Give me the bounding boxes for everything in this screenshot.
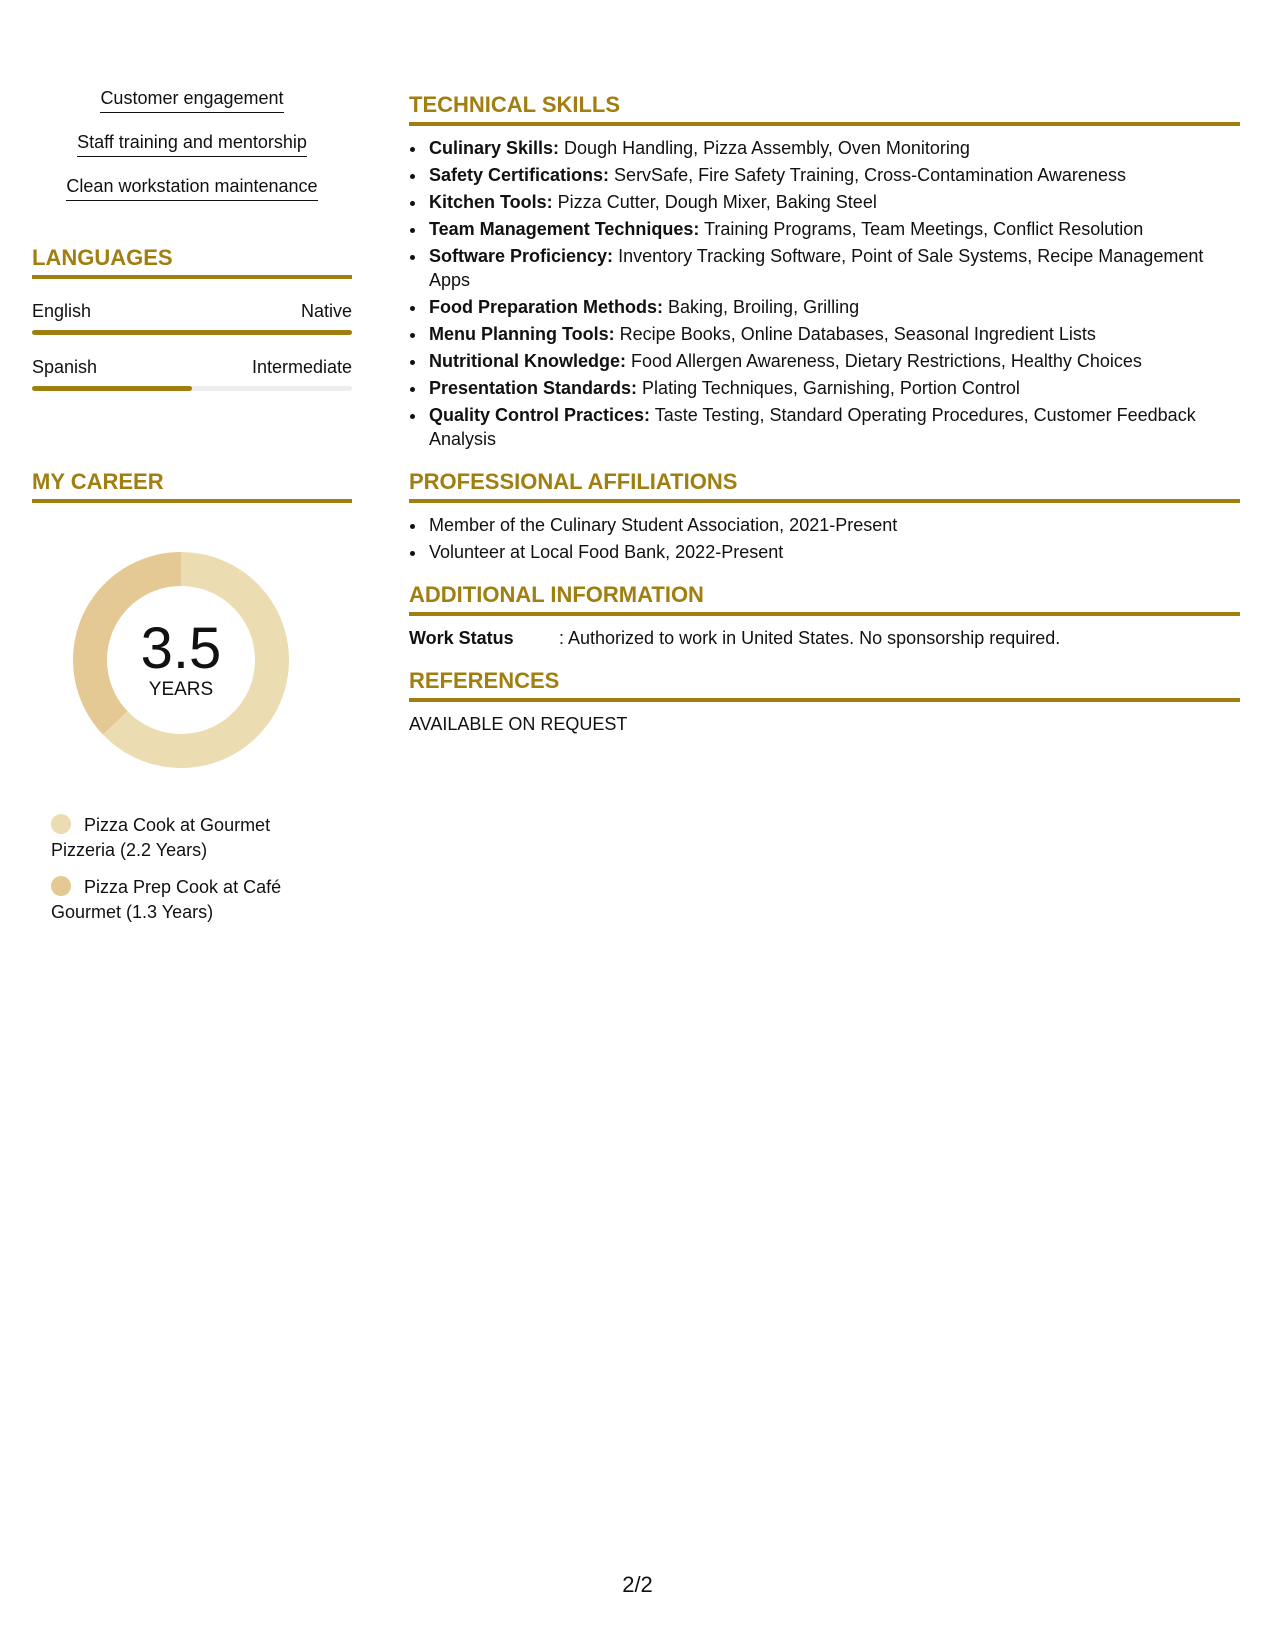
list-item xyxy=(427,217,1240,241)
skill-label: Food Preparation Methods: xyxy=(429,297,663,317)
language-name: English xyxy=(32,301,92,321)
language-name: Spanish xyxy=(32,357,98,377)
legend-item xyxy=(51,813,301,863)
list-item: • Member of the Culinary Student Association, 2021-Present xyxy=(427,513,1240,537)
skill-label: Safety Certifications: xyxy=(429,165,610,185)
languages-heading: LANGUAGES xyxy=(32,245,352,279)
skill-label: Quality Control Practices: xyxy=(429,405,651,425)
technical-skills-section xyxy=(409,92,1240,451)
language-item xyxy=(32,357,352,391)
language-level: Intermediate xyxy=(251,357,352,377)
work-status-label: Work Status xyxy=(409,628,514,648)
list-item xyxy=(427,376,1240,400)
references-text: AVAILABLE ON REQUEST xyxy=(409,714,628,734)
list-item xyxy=(427,349,1240,373)
work-status-value: : Authorized to work in United States. No sponsorship required. xyxy=(559,628,1061,648)
language-bar xyxy=(32,386,352,391)
skill-label: Presentation Standards: xyxy=(429,378,638,398)
list-item xyxy=(427,295,1240,319)
references-section xyxy=(409,668,1240,736)
skill-text: Training Programs, Team Meetings, Conflict Resolution xyxy=(699,219,1144,239)
legend-item xyxy=(51,875,301,925)
list-item xyxy=(427,244,1240,292)
references-heading: REFERENCES xyxy=(409,668,1240,702)
technical-skills-heading: TECHNICAL SKILLS xyxy=(409,92,1240,126)
language-item xyxy=(32,301,352,335)
career-total-value: 3.5 xyxy=(140,616,222,681)
skill-text: Pizza Cutter, Dough Mixer, Baking Steel xyxy=(552,192,877,212)
work-status-row xyxy=(409,626,1240,650)
skill-label: Menu Planning Tools: xyxy=(429,324,615,344)
skill-text: Baking, Broiling, Grilling xyxy=(663,297,860,317)
career-heading: MY CAREER xyxy=(32,469,352,503)
language-bar xyxy=(32,330,352,335)
legend-dot xyxy=(51,876,71,896)
language-level: Native xyxy=(300,301,352,321)
list-item xyxy=(427,190,1240,214)
skill-label: Culinary Skills: xyxy=(429,138,560,158)
skill-text: Recipe Books, Online Databases, Seasonal Ingredient Lists xyxy=(614,324,1096,344)
legend-dot xyxy=(51,814,71,834)
language-bar-fill xyxy=(32,386,192,391)
page-number: 2/2 xyxy=(622,1572,653,1597)
skill-tag: Clean workstation maintenance xyxy=(66,174,317,201)
skill-label: Kitchen Tools: xyxy=(429,192,553,212)
skill-text: Inventory Tracking Software, Point of Sale Systems, Recipe Management Apps xyxy=(429,246,1204,290)
skill-label: Team Management Techniques: xyxy=(429,219,700,239)
list-item xyxy=(427,322,1240,346)
legend-label: Pizza Cook at Gourmet Pizzeria (2.2 Years) xyxy=(51,815,271,860)
language-bar-fill xyxy=(32,330,352,335)
additional-info-section xyxy=(409,582,1240,650)
career-total-unit: YEARS xyxy=(148,679,214,700)
list-item: • Volunteer at Local Food Bank, 2022-Present xyxy=(427,540,1240,564)
additional-info-heading: ADDITIONAL INFORMATION xyxy=(409,582,1240,616)
list-item xyxy=(427,163,1240,187)
left-column xyxy=(32,86,352,937)
skill-text: Dough Handling, Pizza Assembly, Oven Monitoring xyxy=(559,138,970,158)
skill-tags xyxy=(32,86,352,201)
career-donut-chart xyxy=(66,545,296,775)
affiliations-section xyxy=(409,469,1240,564)
skill-text: Plating Techniques, Garnishing, Portion Control xyxy=(637,378,1020,398)
skill-text: ServSafe, Fire Safety Training, Cross-Contamination Awareness xyxy=(609,165,1126,185)
list-item xyxy=(427,403,1240,451)
skill-label: Nutritional Knowledge: xyxy=(429,351,626,371)
right-column xyxy=(409,92,1240,754)
skill-label: Software Proficiency: xyxy=(429,246,614,266)
affiliations-list xyxy=(409,513,1240,564)
technical-skills-list xyxy=(409,136,1240,451)
skill-tag: Customer engagement xyxy=(100,86,283,113)
skill-text: Taste Testing, Standard Operating Procedures, Customer Feedback Analysis xyxy=(429,405,1196,449)
affiliations-heading: PROFESSIONAL AFFILIATIONS xyxy=(409,469,1240,503)
skill-text: Food Allergen Awareness, Dietary Restrictions, Healthy Choices xyxy=(626,351,1142,371)
career-legend xyxy=(51,813,301,925)
list-item xyxy=(427,136,1240,160)
skill-tag: Staff training and mentorship xyxy=(77,130,307,157)
legend-label: Pizza Prep Cook at Café Gourmet (1.3 Years) xyxy=(51,877,282,922)
